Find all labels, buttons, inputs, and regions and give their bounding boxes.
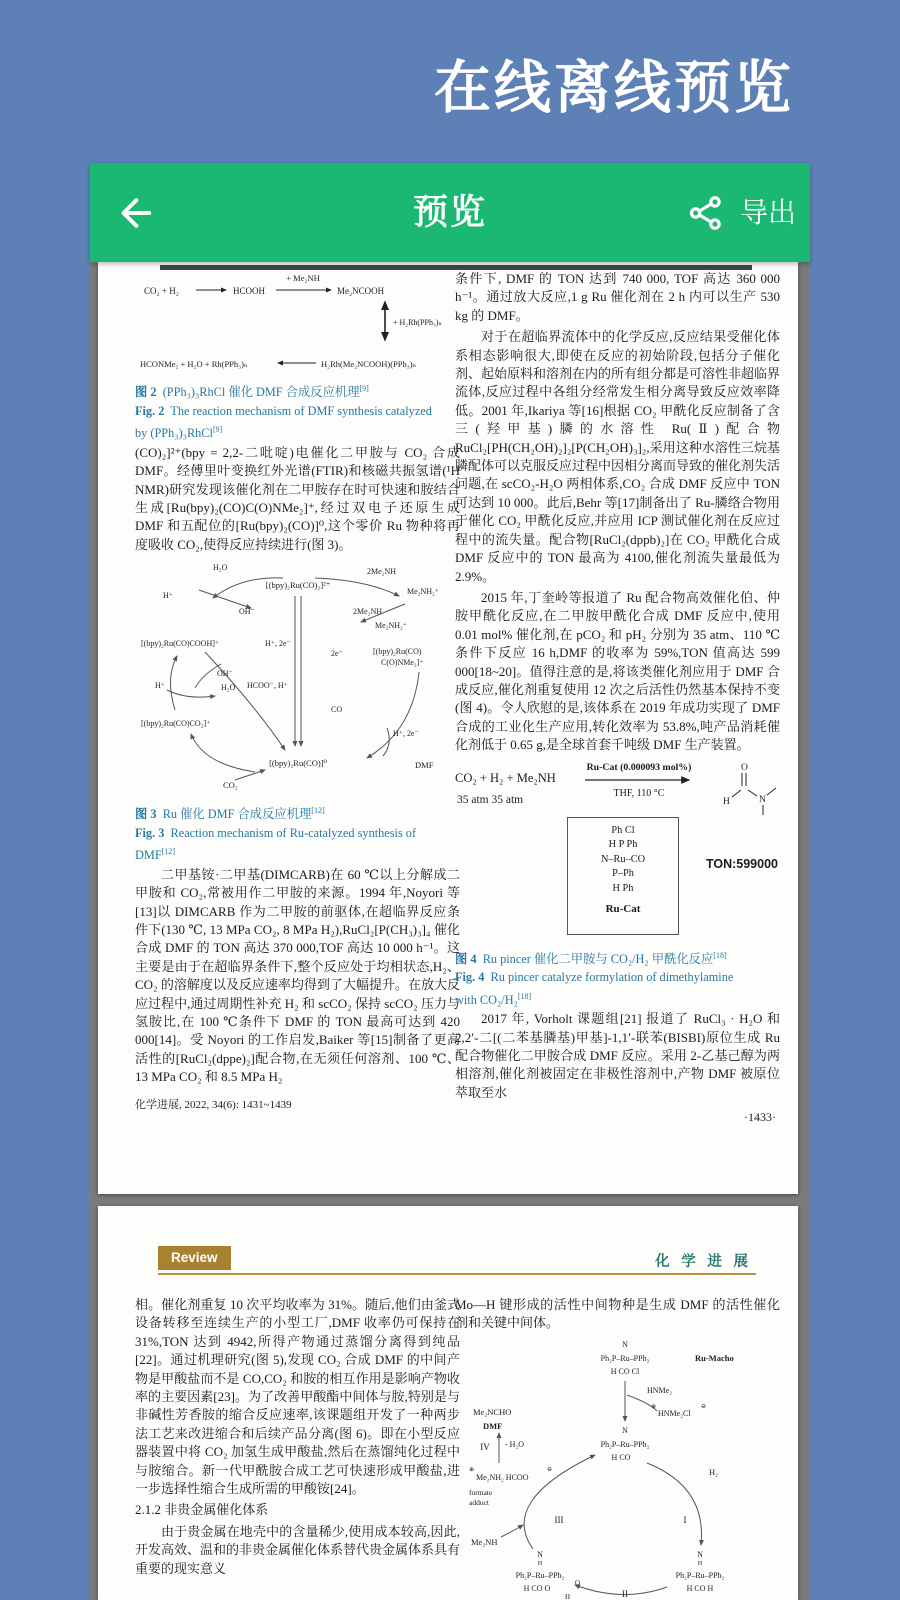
fig3-label: 2Me₂NH	[367, 567, 397, 577]
cycle-label: ⊕	[469, 1466, 475, 1473]
cycle-label: ⊖	[701, 1403, 707, 1410]
fig3-label: [(bpy)₂Ru(CO)COOH]⁺	[141, 639, 220, 649]
caption-ref: [18]	[713, 950, 727, 960]
fig3-label: [(bpy)₂Ru(CO)]⁰	[269, 758, 327, 769]
cycle-label: ⊕	[651, 1403, 657, 1410]
fig3-label: H₂O	[221, 683, 236, 693]
figure-2-caption-en	[135, 403, 460, 421]
fig2-label: H₂Rh(Me₂NCOOH)(PPh₃)ₙ	[320, 359, 416, 369]
pdf-page-1	[98, 262, 798, 1194]
fig3-label: [(bpy)₂Ru(CO)₂]²⁺	[265, 580, 331, 591]
paragraph: 二甲基铵·二甲基(DIMCARB)在 60 ℃以上分解成二甲胺和 CO₂,常被用作二甲胺的来源。1994 年,Noyori 等[13]以 DIMCARB 作为二甲胺的前驱体,在超临界反应条件下(130 ℃, 13 MPa CO₂, 8 MPa H₂),RuCl₂[P(CH₃)₃]₄ 催化合成 DMF 的 TON 高达 370 000,TOF 高达 10 000 h⁻¹。这主要是由于在超临界条件下,整个反应处于均相状态,H₂、CO₂ 的溶解度以及反应速率均得到了大幅提升。在放大反应过程中,通过周期性补充 H₂ 和 scCO₂ 保持 scCO₂ 压力与氢胺比,在 100 ℃条件下 DMF 的 TON 最高可达到 420 000[14]。受 Noyori 的工作启发,Baiker 等[15]制备了更高活性的[RuCl₂(dppe)₂]配合物,在无须任何溶剂、100 ℃、13 MPa CO₂ 和 8.5 MPa H₂	[135, 866, 460, 1085]
cycle-label: H	[697, 1560, 703, 1567]
fig3-label: CO₂	[223, 780, 238, 791]
catalyst-line: N–Ru–CO	[600, 853, 646, 865]
cycle-label: Me₂NH	[471, 1536, 498, 1547]
fig3-label: 2Me₂NH	[353, 607, 383, 617]
fig4-conditions-top: Ru-Cat (0.000093 mol%)	[586, 761, 692, 773]
fig3-label: H⁺	[163, 591, 173, 601]
fig4-catalyst-box	[567, 817, 679, 935]
fig3-label: 2e⁻	[331, 649, 343, 659]
cycle-label: H	[537, 1560, 543, 1567]
figure-4-caption-en2	[455, 988, 780, 1010]
review-badge: Review	[158, 1246, 231, 1270]
cycle-label: IV	[480, 1441, 490, 1452]
figure-label: Fig. 4	[455, 970, 485, 985]
caption-ref: [9]	[359, 384, 369, 393]
fig4-conditions-bottom: THF, 110 °C	[613, 787, 665, 799]
figure-label: 图 2	[135, 385, 157, 400]
fig3-label: H₂O	[213, 563, 228, 573]
figure-label: Fig. 2	[135, 403, 165, 418]
cycle-label: Ru-Macho	[695, 1352, 734, 1363]
paragraph: 2015 年,丁奎岭等报道了 Ru 配合物高效催化伯、仲胺甲酰化反应,在二甲胺甲酰化合成 DMF 反应中,使用 0.01 mol% 催化剂,在 pCO₂ 和 pH₂ 分别为 35 atm、110 ℃条件下反应 16 h,DMF 的收率为 59%,TON 值高达 599 000[18~20]。值得注意的是,将该类催化剂应用于 DMF 合成反应,催化剂重复使用 12 次之后活性仍然基本保持不变(图 4)。令人欣慰的是,该体系在 2019 年成功实现了 DMF 合成的工业化生产应用,转化效率为 53.8%,吨产品消耗催化剂低于 0.65 g,是全球首套千吨级 DMF 生产装置。	[455, 589, 780, 753]
pdf-viewer[interactable]	[90, 262, 810, 1600]
cycle-label: formate	[469, 1487, 493, 1497]
cycle-label: I	[683, 1514, 687, 1525]
fig3-label: DMF	[415, 760, 434, 771]
cycle-label: III	[554, 1514, 564, 1525]
header-rule	[158, 1273, 756, 1275]
cycle-label: Ph₂P–Ru–PPh₂	[515, 1570, 565, 1580]
paragraph: 条件下, DMF 的 TON 达到 740 000, TOF 高达 360 000 h⁻¹。通过放大反应,1 g Ru 催化剂在 2 h 内可以生产 530 kg 的 DMF。	[455, 271, 780, 323]
appbar-title: 预览	[412, 193, 487, 232]
cycle-label: H	[565, 1592, 571, 1600]
export-button[interactable]: 导出	[739, 197, 796, 228]
cycle-label: DMF	[483, 1420, 503, 1431]
fig2-label: Me₂NCOOH	[336, 286, 384, 296]
fig3-label: H⁺, 2e⁻	[265, 639, 291, 649]
share-icon	[688, 195, 724, 231]
catalyst-name: Ru-Cat	[605, 903, 641, 916]
atom-label: H	[723, 796, 730, 807]
fig4-reagents: CO₂ + H₂ + Me₂NH	[455, 770, 556, 785]
cycle-label: HNMe₂Cl	[658, 1408, 691, 1418]
cycle-label: N	[697, 1549, 703, 1559]
cycle-label: Me₂NH₂ HCOO	[476, 1472, 529, 1482]
caption-text: Ru pincer catalyze formylation of dimethylamine	[490, 970, 734, 985]
cycle-label: Me₂NCHO	[473, 1406, 512, 1417]
catalyst-line: P–Ph	[612, 868, 634, 880]
figure-4-caption-cn	[455, 947, 780, 969]
page1-left-column	[135, 270, 460, 1114]
cycle-label: H CO Cl	[610, 1366, 640, 1376]
paragraph: (CO)₂]²⁺(bpy = 2,2-二吡啶)电催化二甲胺与 CO₂ 合成 DMF。经傅里叶变换红外光谱(FTIR)和核磁共振氢谱(¹H NMR)研究发现该催化剂在二甲胺存在时可快速和胺结合生成[Ru(bpy)₂(CO)C(O)NMe₂]⁺,经过双电子还原生成 DMF 和五配位的[Ru(bpy)₂(CO)]⁰,这个零价 Ru 物种将再度吸收 CO₂,使得反应持续进行(图 3)。	[135, 444, 460, 552]
figure-label: Fig. 3	[135, 825, 165, 840]
paragraph: 由于贵金属在地壳中的含量稀少,使用成本较高,因此,开发高效、温和的非贵金属催化体系替代贵金属体系具有重要的现实意义	[135, 1523, 461, 1576]
fig3-label: HCOO⁻, H⁺	[247, 681, 288, 691]
paragraph: 2017 年, Vorholt 课题组[21] 报道了 RuCl₃ · H₂O 和 2,2′-二[(二苯基膦基)甲基]-1,1′-联苯(BISBI)原位生成 Ru 配合物催化二甲胺合成 DMF 反应。采用 2-乙基己醇为两相溶剂,催化剂被固定在非极性溶剂中,产物 DMF 被原位萃取至水	[455, 1011, 780, 1100]
fig3-label: H⁺, 2e⁻	[393, 729, 419, 739]
catalyst-line: H P Ph	[608, 839, 638, 851]
caption-ref: [12]	[161, 847, 175, 857]
figure-3-caption-cn	[135, 802, 460, 824]
caption-text: with CO₂/H₂	[455, 992, 518, 1007]
fig2-label: HCONMe₂ + H₂O + Rh(PPh₃)ₙ	[139, 359, 248, 369]
fig3-label: [(bpy)₂Ru(CO)	[373, 647, 422, 657]
cycle-label: H CO O	[523, 1583, 551, 1593]
fig4-pressures: 35 atm 35 atm	[457, 793, 524, 806]
catalyst-line: H Ph	[612, 882, 634, 894]
cycle-label: Ph₂P–Ru–PPh₂	[600, 1439, 650, 1449]
page1-right-column	[455, 270, 780, 1127]
atom-label: O	[741, 762, 748, 773]
cycle-label: Ph₂P–Ru–PPh₂	[600, 1353, 650, 1363]
atom-label: N	[759, 794, 766, 805]
figure-4-caption-en	[455, 969, 780, 987]
app-bar	[90, 163, 810, 262]
cycle-label: O	[575, 1578, 581, 1587]
figure-2-scheme	[138, 274, 458, 378]
paragraph: 相。催化剂重复 10 次平均收率为 31%。随后,他们由釜式设备转移至连续生产的小型工厂,DMF 收率仍可保持在 31%,TON 达到 4942,所得产物通过蒸馏分离得到纯品[22]。通过机理研究(图 5),发现 CO₂ 合成 DMF 的中间产物是甲酸盐而不是 CO,CO₂ 和胺的相互作用是影响产物收率的主要因素[23]。为了改善甲酸酯中间体与胺,特别是与非碱性芳香胺的缩合反应速率,该课题组开发了一种两步法工艺来改进缩合和后续产品分离(图 6)。即在小型反应器装置中将 CO₂ 加氢生成甲酸盐,然后在蒸馏纯化过程中与胺缩合。新一代甲酰胺合成工艺可快速形成甲酸盐,进一步选择性缩合生成所需的甲酸铵[24]。	[135, 1297, 460, 1497]
fig4-product-formamide	[718, 759, 780, 817]
fig2-label: CO₂ + H₂	[143, 286, 179, 296]
journal-title: 化 学 进 展	[655, 1254, 752, 1270]
fig4-ton-value: TON:599000	[705, 856, 778, 871]
caption-ref: [18]	[517, 991, 532, 1001]
fig3-label: OH⁻	[239, 607, 255, 617]
caption-text: DMF	[135, 848, 162, 863]
fig3-label: CO	[331, 705, 343, 715]
cycle-label: HNMe₂	[647, 1385, 673, 1395]
fig3-label: Me₂NH₂⁺	[407, 587, 440, 597]
figure-label: 图 3	[135, 807, 157, 822]
fig3-label: Me₂NH₂⁺	[375, 621, 408, 631]
caption-text: Ru 催化 DMF 合成反应机理	[162, 807, 312, 822]
journal-footer: 化学进展, 2022, 34(6): 1431~1439	[135, 1098, 292, 1111]
caption-text: Ru pincer 催化二甲胺与 CO₂/H₂ 甲酰化反应	[482, 951, 714, 966]
fig2-label: + Me₂NH	[285, 274, 320, 283]
fig3-label: OH⁻	[217, 669, 233, 679]
page2-left-column	[135, 1296, 460, 1581]
fig2-label: HCOOH	[232, 286, 265, 296]
catalyst-line: Ph Cl	[611, 824, 635, 836]
cycle-label: N	[537, 1549, 543, 1559]
cycle-label: H CO H	[686, 1583, 714, 1593]
fig3-label: [(bpy)₂Ru(CO)CO₂]⁺	[141, 719, 211, 729]
page-title: 在线离线预览	[434, 56, 794, 120]
cycle-label: N	[622, 1425, 628, 1435]
paragraph: 对于在超临界流体中的化学反应,反应结果受催化体系相态影响很大,即使在反应的初始阶段,包括分子催化剂、起始原料和溶剂在内的所有组分都是可溶性非超临界流体,反应过程中各组分经常发生相分离导致反应效率降低。2001 年,Ikariya 等[16]根据 CO₂ 甲酰化反应制备了含三(羟甲基)膦的水溶性 Ru(Ⅱ)配合物 RuCl₂[PH(CH₂OH)₂]₂[P(CH₂OH)₃]₂,采用这种水溶性三烷基膦配体可以克服反应过程中因相分离而导致的催化剂失活问题,在 scCO₂-H₂O 两相体系,CO₂ 合成 DMF 反应中 TON 可达到 10 000。此后,Behr 等[17]制备出了 Ru-膦络合物用于催化 CO₂ 甲酰化反应,并应用 ICP 测试催化剂在反应过程中的流失量。配合物[RuCl₂(dppb)₂]在 CO₂ 甲酰化合成 DMF 反应中的 TON 最高为 4100,催化剂流失量最低为 2.9%。	[455, 329, 781, 584]
paragraph: Mo—H 键形成的活性中间物种是生成 DMF 的活性催化剂和关键中间体。	[455, 1297, 780, 1331]
cycle-label: Ph₂P–Ru–PPh₂	[675, 1570, 725, 1580]
cycle-label: H CO	[611, 1452, 631, 1462]
cycle-label: adduct	[469, 1497, 489, 1507]
pdf-page-2	[98, 1206, 798, 1600]
section-heading: 2.1.2 非贵金属催化体系	[135, 1502, 269, 1518]
caption-ref: [9]	[212, 425, 223, 435]
figure-2-caption-en2	[135, 421, 460, 443]
share-button[interactable]	[688, 195, 724, 231]
figure-3-caption-en	[135, 825, 460, 843]
cycle-label: II	[622, 1588, 628, 1599]
figure-4-scheme	[455, 759, 780, 945]
page2-right-column	[455, 1296, 780, 1600]
figure-3-cycle	[135, 558, 460, 800]
fig3-label: H⁺	[155, 681, 165, 691]
cycle-label: ⊖	[547, 1466, 553, 1473]
cycle-label: N	[622, 1339, 628, 1349]
figure-label: 图 4	[455, 951, 477, 966]
preview-window	[90, 163, 810, 1600]
cycle-label: - H₂O	[505, 1439, 525, 1449]
caption-text: Reaction mechanism of Ru-catalyzed synthesis of	[170, 825, 417, 840]
caption-ref: [12]	[311, 806, 325, 816]
figure-3-caption-en2	[135, 843, 460, 865]
caption-text: The reaction mechanism of DMF synthesis catalyzed	[170, 403, 432, 418]
caption-text: by (PPh₃)₃RhCl	[135, 426, 213, 441]
page-number: ·1433·	[744, 1110, 776, 1125]
fig3-label: C(O)NMe₂]⁺	[381, 658, 424, 668]
figure-2-caption-cn	[135, 380, 460, 402]
ru-macho-cycle	[455, 1337, 780, 1600]
caption-text: (PPh₃)₃RhCl 催化 DMF 合成反应机理	[162, 385, 360, 400]
fig2-label: + H₂Rh(PPh₃)ₙ	[392, 318, 442, 327]
cycle-label: H₂	[709, 1466, 719, 1477]
